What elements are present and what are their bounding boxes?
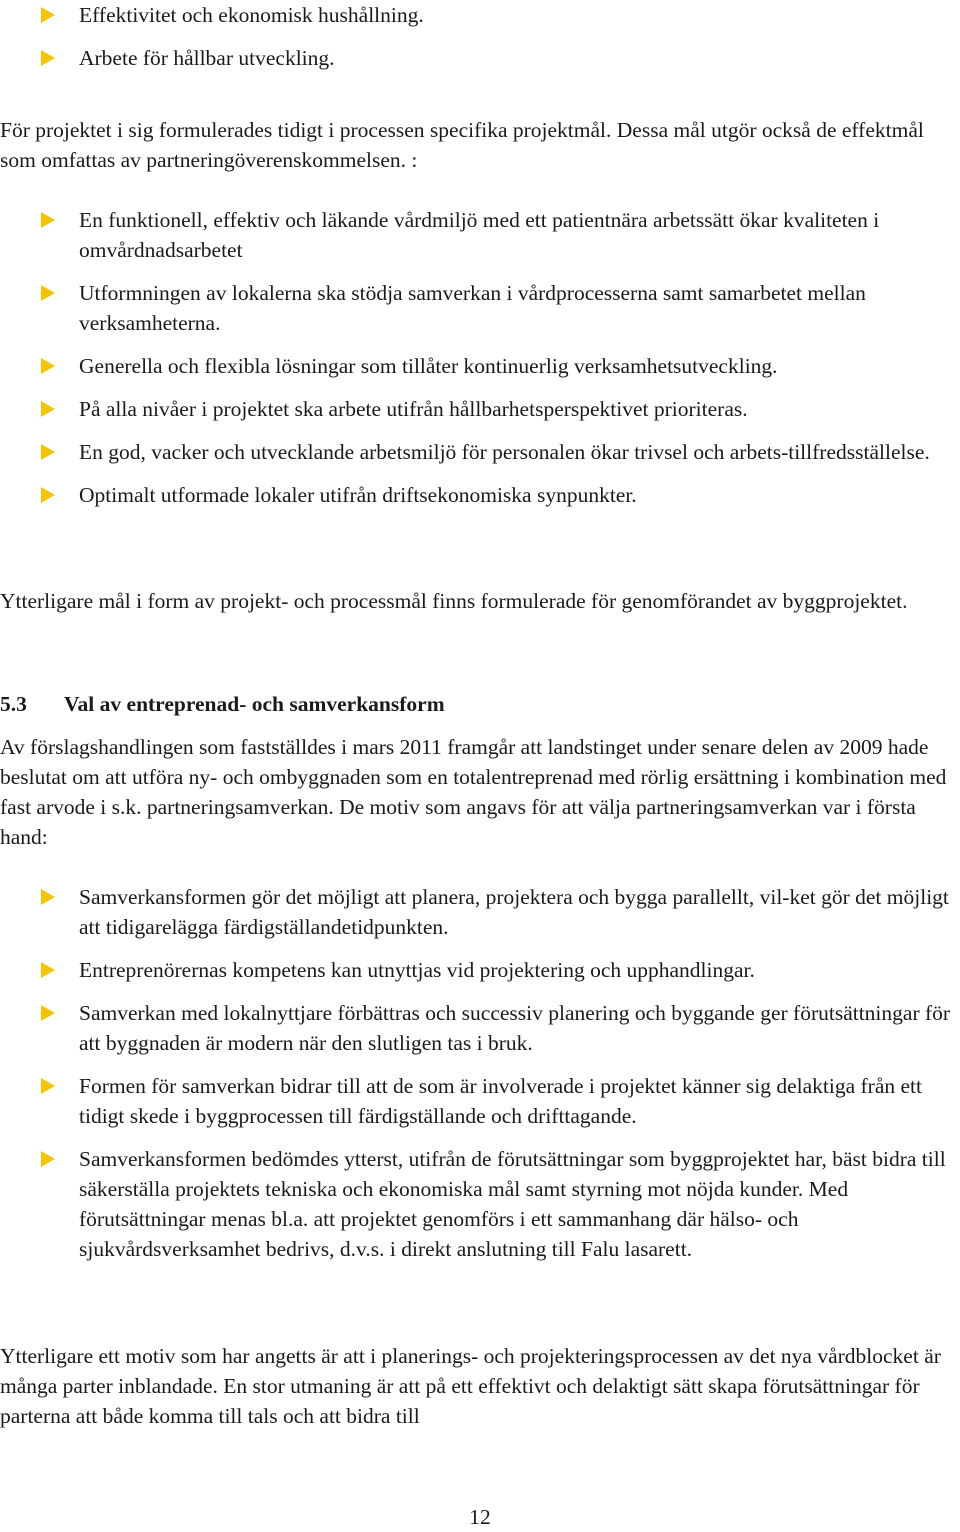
list-item: Samverkan med lokalnyttjare förbättras och successiv planering och byggande ger förutsättningar för att byggnaden är modern när den slutligen tas i bruk.: [0, 998, 958, 1058]
effect-goal-list: [0, 205, 958, 510]
triangle-bullet-icon: [41, 1151, 55, 1167]
triangle-bullet-icon: [41, 50, 55, 66]
paragraph-contract-form: Av förslagshandlingen som fastställdes i mars 2011 framgår att landstinget under senare delen av 2009 hade beslutat om att utföra ny- och ombyggnaden som en totalentreprenad med rörlig ersättning i kombination med fast arvode i s.k. partneringsamverkan. De motiv som angavs för att välja partneringsamverkan var i första hand:: [0, 735, 947, 849]
triangle-bullet-icon: [41, 285, 55, 301]
triangle-bullet-icon: [41, 889, 55, 905]
list-item: Optimalt utformade lokaler utifrån driftsekonomiska synpunkter.: [0, 480, 958, 510]
triangle-bullet-icon: [41, 487, 55, 503]
list-item: Effektivitet och ekonomisk hushållning.: [0, 0, 958, 30]
section-title: Val av entreprenad- och samverkansform: [64, 692, 445, 716]
triangle-bullet-icon: [41, 1078, 55, 1094]
paragraph-project-goals: För projektet i sig formulerades tidigt i processen specifika projektmål. Dessa mål utgör också de effektmål som omfattas av partneringöverenskommelsen. :: [0, 118, 924, 172]
triangle-bullet-icon: [41, 401, 55, 417]
list-item: Formen för samverkan bidrar till att de som är involverade i projektet känner sig delaktiga från ett tidigt skede i byggprocessen till färdigställande och drifttagande.: [0, 1071, 958, 1131]
list-item: Arbete för hållbar utveckling.: [0, 43, 958, 73]
page-number: 12: [469, 1505, 491, 1529]
list-item: Utformningen av lokalerna ska stödja samverkan i vårdprocesserna samt samarbetet mellan verksamheterna.: [0, 278, 958, 338]
motive-list: [0, 882, 958, 1264]
triangle-bullet-icon: [41, 444, 55, 460]
paragraph-additional-goals: Ytterligare mål i form av projekt- och processmål finns formulerade för genomförandet av byggprojektet.: [0, 589, 908, 613]
triangle-bullet-icon: [41, 7, 55, 23]
list-item: Samverkansformen bedömdes ytterst, utifrån de förutsättningar som byggprojektet har, bäst bidra till säkerställa projektets tekniska och ekonomiska mål samt styrning mot nöjda kunder. Med förutsättningar menas bl.a. att projektet genomförs i ett sammanhang där hälso- och sjukvårdsverksamhet bedrivs, d.v.s. i direkt anslutning till Falu lasarett.: [0, 1144, 958, 1264]
list-item: Samverkansformen gör det möjligt att planera, projektera och bygga parallellt, vil-ket gör det möjligt att tidigarelägga färdigställandetidpunkten.: [0, 882, 958, 942]
paragraph-further-motive: Ytterligare ett motiv som har angetts är att i planerings- och projekteringsprocessen av det nya vårdblocket är många parter inblandade. En stor utmaning är att på ett effektivt och delaktigt sätt skapa förutsättningar för parterna att både komma till tals och att bidra till: [0, 1344, 941, 1428]
list-item: På alla nivåer i projektet ska arbete utifrån hållbarhetsperspektivet prioriteras.: [0, 394, 958, 424]
triangle-bullet-icon: [41, 1005, 55, 1021]
goal-list: [0, 0, 958, 73]
list-item: Generella och flexibla lösningar som tillåter kontinuerlig verksamhetsutveckling.: [0, 351, 958, 381]
list-item: En funktionell, effektiv och läkande vårdmiljö med ett patientnära arbetssätt ökar kvaliteten i omvårdnadsarbetet: [0, 205, 958, 265]
section-number: 5.3: [0, 692, 27, 716]
triangle-bullet-icon: [41, 212, 55, 228]
triangle-bullet-icon: [41, 358, 55, 374]
section-heading: [0, 689, 958, 719]
triangle-bullet-icon: [41, 962, 55, 978]
list-item: Entreprenörernas kompetens kan utnyttjas vid projektering och upphandlingar.: [0, 955, 958, 985]
list-item: En god, vacker och utvecklande arbetsmiljö för personalen ökar trivsel och arbets-tillfredsställelse.: [0, 437, 958, 467]
